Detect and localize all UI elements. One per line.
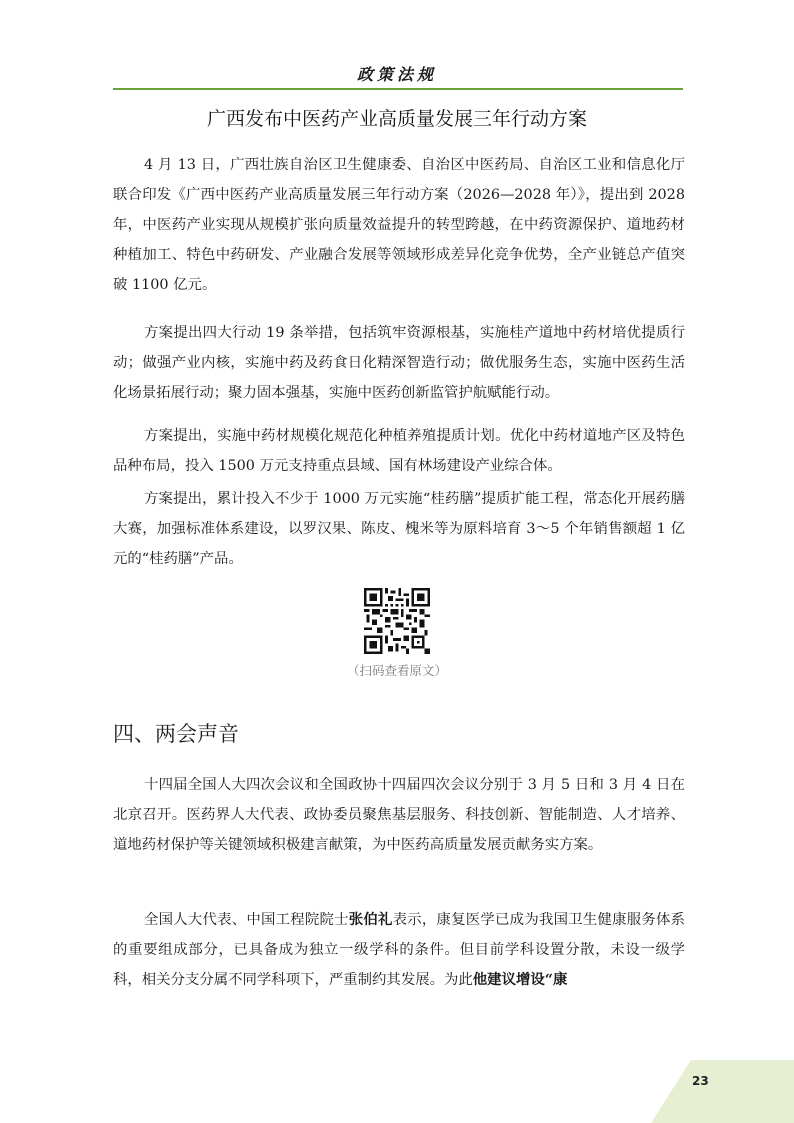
section-heading: 四、两会声音 xyxy=(113,722,239,746)
p2-middle: 表示，康复医学已成为我国卫生健康服务体系的重要组成部分，已具备成为独立一级学科的条件。但目前学科设置分散，未设一级学科，相关分支分属不同学科项下，严重制约其发展。为此 xyxy=(113,912,685,988)
section-paragraph-1: 十四届全国人大四次会议和全国政协十四届四次会议分别于 3 月 5 日和 3 月 4 日在北京召开。医药界人大代表、政协委员聚焦基层服务、科技创新、智能制造、人才培养、道地药材保护等关键领域积极建言献策，为中医药高质量发展贡献务实方案。 xyxy=(113,777,685,853)
qr-caption: （扫码查看原文） xyxy=(346,663,447,678)
page-corner-decoration xyxy=(651,1060,794,1123)
section-paragraph-2 xyxy=(113,905,685,995)
p2-name: 张伯礼 xyxy=(348,911,393,928)
article-paragraph-3: 方案提出，实施中药材规模化规范化种植养殖提质计划。优化中药材道地产区及特色品种布局，投入 1500 万元支持重点县域、国有林场建设产业综合体。 xyxy=(113,428,685,474)
article-paragraph-2: 方案提出四大行动 19 条举措，包括筑牢资源根基，实施桂产道地中药材培优提质行动；做强产业内核，实施中药及药食日化精深智造行动；做优服务生态，实施中医药生活化场景拓展行动；聚力固本强基，实施中医药创新监管护航赋能行动。 xyxy=(113,325,685,401)
article-title: 广西发布中医药产业高质量发展三年行动方案 xyxy=(206,108,587,130)
page-number: 23 xyxy=(692,1074,709,1088)
article-paragraph-4: 方案提出，累计投入不少于 1000 万元实施“桂药膳”提质扩能工程，常态化开展药膳大赛，加强标准体系建设，以罗汉果、陈皮、槐米等为原料培育 3～5 个年销售额超 1 亿元的“桂药膳”产品。 xyxy=(113,491,685,567)
p2-bold-end: 他建议增设“康 xyxy=(472,971,568,988)
header-divider xyxy=(113,88,683,90)
qr-code[interactable] xyxy=(364,588,430,654)
running-header: 政策法规 xyxy=(356,65,437,84)
article-paragraph-1: 4 月 13 日，广西壮族自治区卫生健康委、自治区中医药局、自治区工业和信息化厅联合印发《广西中医药产业高质量发展三年行动方案（2026—2028 年）》，提出到 2028 年，中医药产业实现从规模扩张向质量效益提升的转型跨越，在中药资源保护、道地药材种植加工、特色中药研发、产业融合发展等领域形成差异化竞争优势，全产业链总产值突破 1100 亿元。 xyxy=(113,157,685,293)
p2-prefix: 全国人大代表、中国工程院院士 xyxy=(144,912,349,928)
corner-triangle xyxy=(651,1060,794,1123)
